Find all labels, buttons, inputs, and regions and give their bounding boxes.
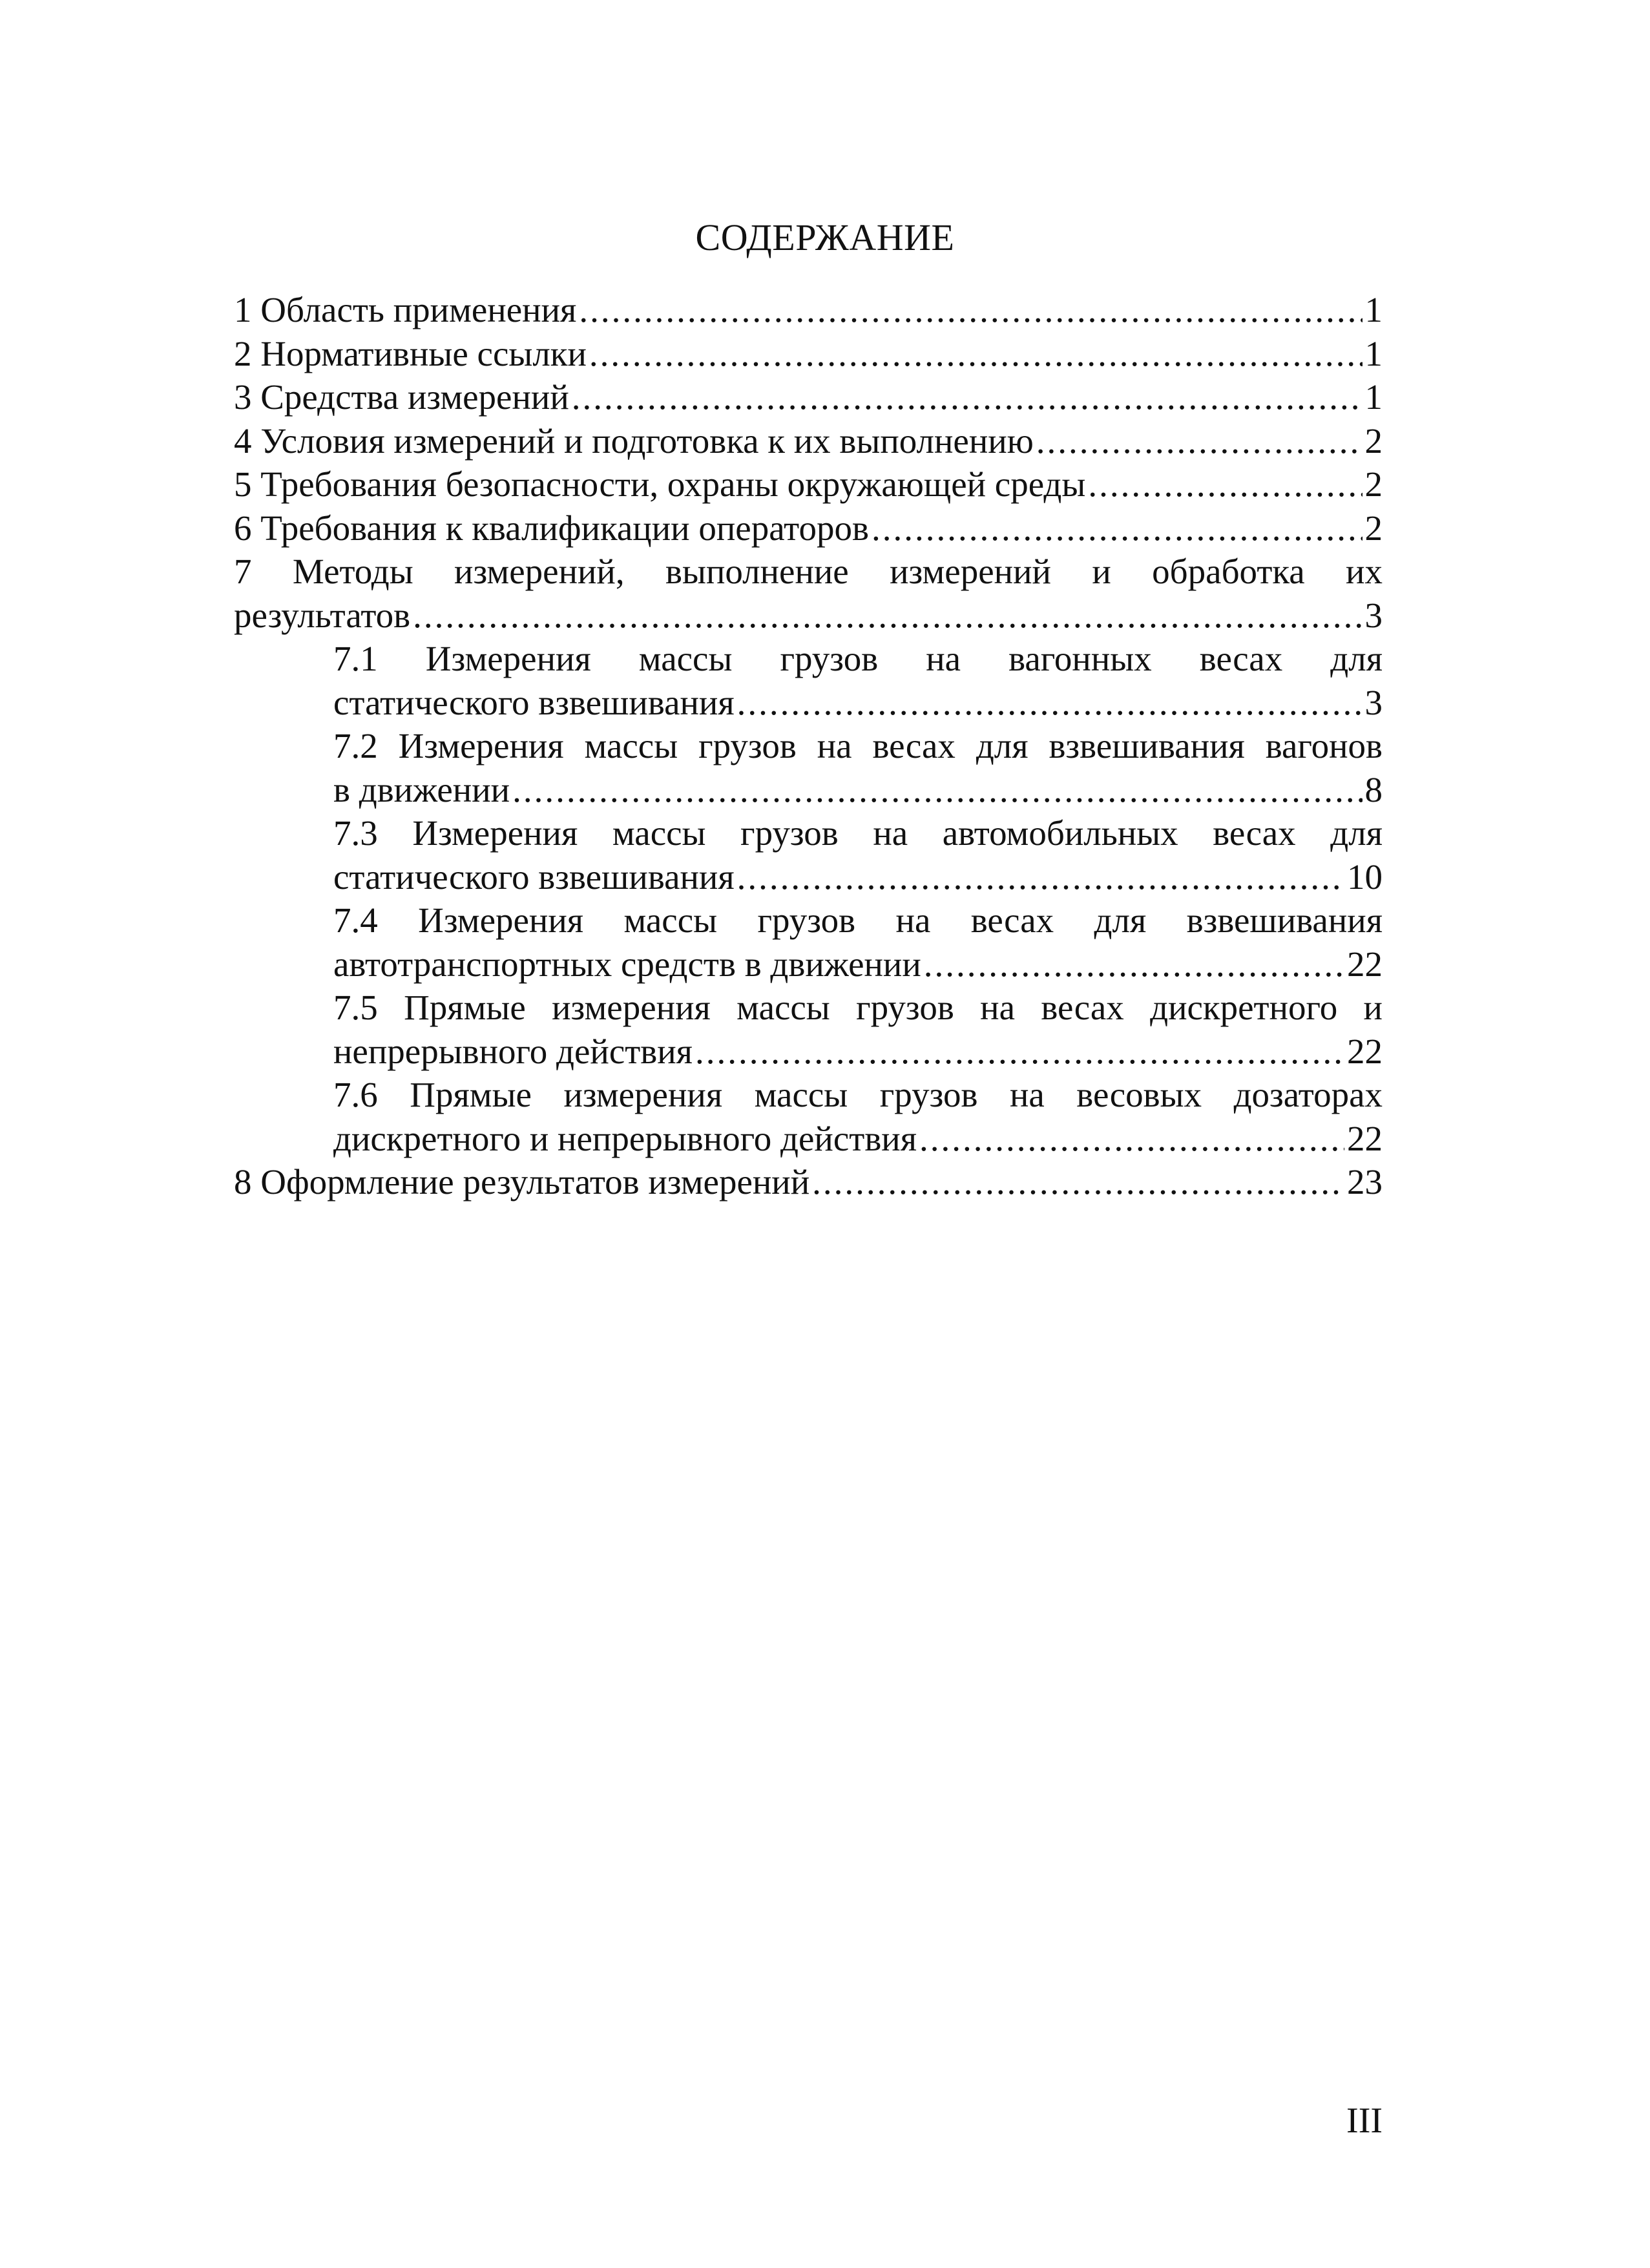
toc-entry-page: 3	[1364, 682, 1383, 722]
toc-leader-dots	[512, 768, 1362, 812]
toc-entry-page: 1	[1364, 333, 1383, 373]
toc-entry-text: результатов	[234, 595, 411, 635]
toc-entry-text: автотранспортных средств в движении	[333, 944, 921, 984]
toc-leader-dots	[572, 375, 1363, 419]
toc-leader-dots	[579, 288, 1362, 332]
toc-leader-dots	[1088, 463, 1362, 506]
toc-entry-first-line: 7.3 Измерения массы грузов на автомобильных весах для	[333, 813, 1383, 853]
toc-entry-first-line: 7.4 Измерения массы грузов на весах для взвешивания	[333, 900, 1383, 940]
toc-entry-4[interactable]	[234, 419, 1383, 463]
toc-leader-dots	[919, 1117, 1344, 1161]
toc-leader-dots	[812, 1160, 1344, 1204]
toc-entry-text: в движении	[333, 769, 510, 809]
toc-entry-7-6[interactable]	[333, 1073, 1383, 1160]
toc-entry-text: статического взвешивания	[333, 682, 735, 722]
toc-leader-dots	[589, 332, 1363, 376]
toc-entry-7-1[interactable]	[333, 637, 1383, 724]
toc-entry-text: 3 Средства измерений	[234, 377, 569, 417]
toc-entry-page: 2	[1364, 464, 1383, 504]
toc-leader-dots	[695, 1030, 1344, 1074]
toc-entry-page: 2	[1364, 421, 1383, 461]
toc-entry-text: 5 Требования безопасности, охраны окружающей среды	[234, 464, 1086, 504]
toc-leader-dots	[924, 942, 1344, 986]
toc-entry-text: 1 Область применения	[234, 290, 577, 329]
toc-entry-first-line: 7.6 Прямые измерения массы грузов на весовых дозаторах	[333, 1075, 1383, 1114]
toc-leader-dots	[737, 681, 1363, 725]
toc-entry-5[interactable]	[234, 463, 1383, 506]
toc-entry-text: 4 Условия измерений и подготовка к их выполнению	[234, 421, 1034, 461]
toc-leader-dots	[413, 594, 1362, 638]
toc-entry-page: 3	[1364, 595, 1383, 635]
toc-entry-first-line: 7.2 Измерения массы грузов на весах для взвешивания вагонов	[333, 726, 1383, 765]
toc-entry-text: 8 Оформление результатов измерений	[234, 1162, 810, 1202]
toc-entry-page: 22	[1347, 1031, 1383, 1071]
toc-entry-6[interactable]	[234, 506, 1383, 550]
toc-entry-first-line: 7 Методы измерений, выполнение измерений и обработка их	[234, 552, 1383, 591]
toc-entry-7[interactable]	[234, 550, 1383, 637]
page-number: III	[1346, 2101, 1383, 2141]
toc-leader-dots	[872, 506, 1363, 550]
toc-entry-3[interactable]	[234, 375, 1383, 419]
toc-entry-text: дискретного и непрерывного действия	[333, 1118, 917, 1158]
toc-entry-page: 10	[1347, 857, 1383, 897]
toc-entry-page: 1	[1364, 290, 1383, 329]
toc-entry-text: статического взвешивания	[333, 857, 735, 897]
toc-entry-first-line: 7.5 Прямые измерения массы грузов на весах дискретного и	[333, 988, 1383, 1027]
toc-entry-7-3[interactable]	[333, 811, 1383, 899]
toc-entry-text: непрерывного действия	[333, 1031, 693, 1071]
toc-title: СОДЕРЖАНИЕ	[695, 216, 955, 258]
toc-entry-2[interactable]	[234, 332, 1383, 376]
toc-entry-8[interactable]	[234, 1160, 1383, 1204]
toc-entry-1[interactable]	[234, 288, 1383, 332]
toc-entry-page: 8	[1364, 769, 1383, 809]
toc-entry-page: 22	[1347, 1118, 1383, 1158]
toc-entry-page: 2	[1364, 508, 1383, 548]
toc-leader-dots	[737, 855, 1344, 899]
toc-entry-7-4[interactable]	[333, 899, 1383, 986]
toc-entry-text: 6 Требования к квалификации операторов	[234, 508, 869, 548]
toc-entry-page: 22	[1347, 944, 1383, 984]
toc-entry-first-line: 7.1 Измерения массы грузов на вагонных весах для	[333, 639, 1383, 678]
toc-entry-page: 1	[1364, 377, 1383, 417]
toc-entry-page: 23	[1347, 1162, 1383, 1202]
toc-leader-dots	[1036, 419, 1363, 463]
toc-entry-text: 2 Нормативные ссылки	[234, 333, 587, 373]
table-of-contents	[234, 288, 1383, 1204]
toc-entry-7-2[interactable]	[333, 724, 1383, 811]
toc-entry-7-5[interactable]	[333, 986, 1383, 1073]
